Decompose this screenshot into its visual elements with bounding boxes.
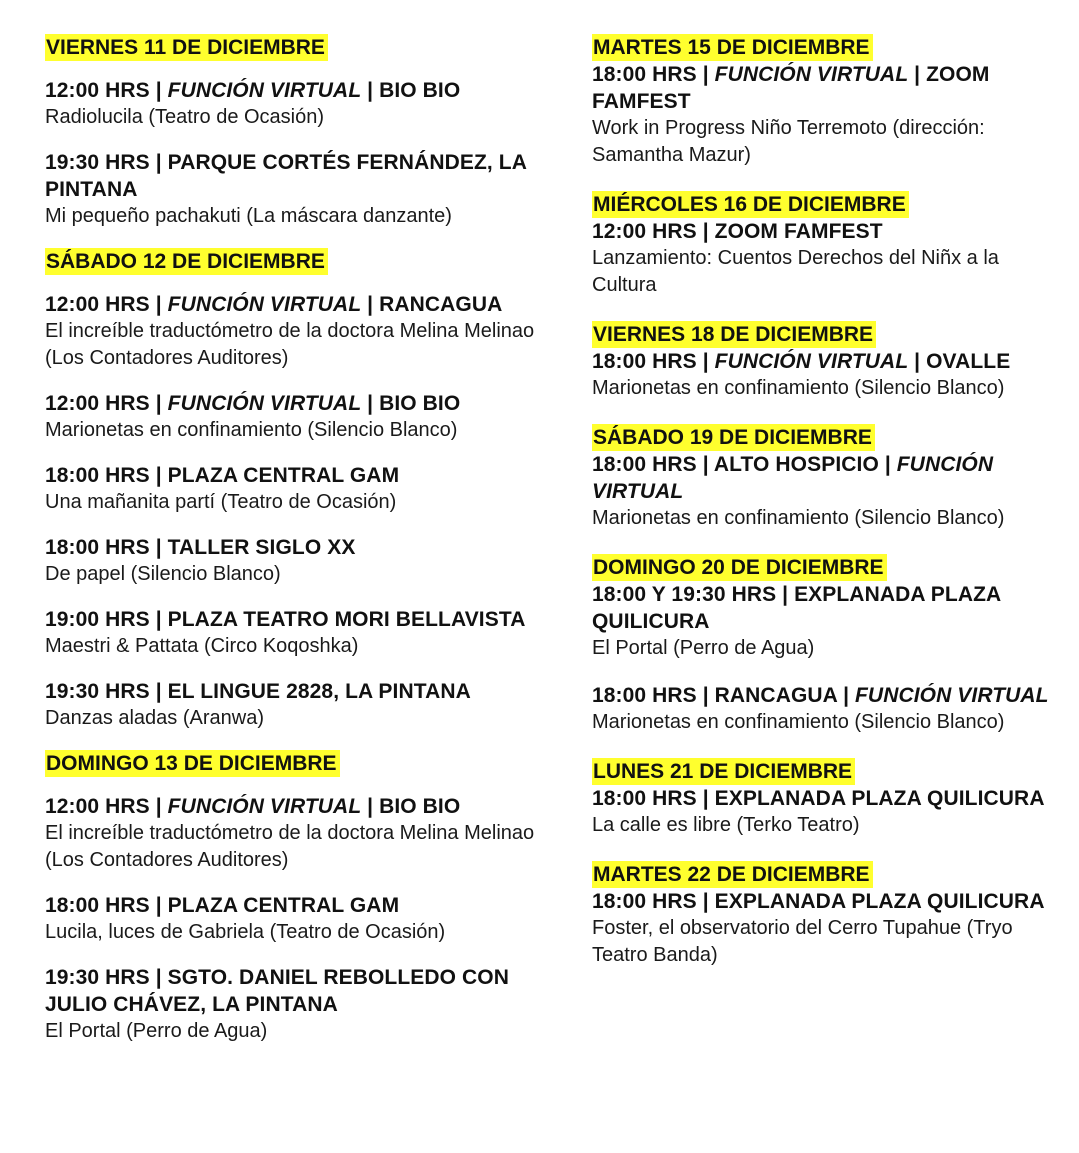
event-description: Danzas aladas (Aranwa): [45, 707, 264, 729]
event-time: 19:00 HRS |: [45, 608, 168, 631]
event-entry: [45, 291, 565, 372]
event-entry: [45, 149, 565, 230]
event-description: Radiolucila (Teatro de Ocasión): [45, 106, 325, 128]
event-time: 18:00 HRS |: [592, 63, 715, 86]
event-description: El increíble traductómetro de la doctora Melina Melinao (Los Contadores Auditores): [45, 320, 535, 369]
event-time: 12:00 HRS |: [45, 79, 168, 102]
event-entry: [45, 964, 565, 1045]
event-venue: EXPLANADA PLAZA QUILICURA: [592, 583, 1001, 633]
event-time-venue: [45, 462, 565, 489]
event-time-venue: [45, 892, 565, 919]
event-entry: [592, 785, 1062, 839]
event-time-venue: [592, 61, 1062, 115]
event-time: 12:00 HRS |: [592, 220, 715, 243]
event-time-venue: [45, 606, 565, 633]
event-time: 19:30 HRS |: [45, 966, 168, 989]
event-description: De papel (Silencio Blanco): [45, 563, 281, 585]
event-time-venue: [592, 218, 1062, 245]
event-entry: [45, 390, 565, 444]
event-description: Lanzamiento: Cuentos Derechos del Niñx a la Cultura: [592, 247, 999, 296]
event-entry: [592, 451, 1062, 532]
day-header: MARTES 22 DE DICIEMBRE: [592, 861, 873, 888]
event-time-venue: [45, 77, 565, 104]
event-venue: PLAZA CENTRAL GAM: [167, 894, 400, 917]
day-header: MIÉRCOLES 16 DE DICIEMBRE: [592, 191, 909, 218]
schedule-column-right: [592, 34, 1062, 991]
event-venue-italic: FUNCIÓN VIRTUAL: [167, 392, 362, 415]
day-header: MARTES 15 DE DICIEMBRE: [592, 34, 873, 61]
event-venue: | OVALLE: [908, 350, 1011, 373]
event-time-venue: [45, 793, 565, 820]
day-section: [45, 248, 565, 732]
event-time: 18:00 HRS |: [592, 890, 715, 913]
event-venue: EL LINGUE 2828, LA PINTANA: [167, 680, 471, 703]
event-description: Marionetas en confinamiento (Silencio Blanco): [592, 711, 1005, 733]
event-time-venue: [592, 888, 1062, 915]
event-time: 19:30 HRS |: [45, 151, 168, 174]
event-description: La calle es libre (Terko Teatro): [592, 814, 860, 836]
event-time-venue: [45, 390, 565, 417]
event-time: 18:00 HRS |: [45, 464, 168, 487]
day-header: LUNES 21 DE DICIEMBRE: [592, 758, 855, 785]
event-time-venue: [45, 149, 565, 203]
event-venue: EXPLANADA PLAZA QUILICURA: [714, 890, 1045, 913]
day-section: [592, 554, 1062, 736]
event-time-venue: [45, 964, 565, 1018]
event-venue-italic: FUNCIÓN VIRTUAL: [855, 684, 1049, 707]
event-entry: [45, 77, 565, 131]
event-time: 18:00 HRS |: [45, 536, 168, 559]
event-description: Marionetas en confinamiento (Silencio Blanco): [592, 377, 1005, 399]
event-time: 18:00 HRS |: [592, 684, 715, 707]
event-time: 12:00 HRS |: [45, 795, 168, 818]
event-time: 12:00 HRS |: [45, 293, 168, 316]
day-section: [592, 191, 1062, 299]
day-section: [592, 321, 1062, 402]
day-section: [592, 758, 1062, 839]
day-header: SÁBADO 19 DE DICIEMBRE: [592, 424, 875, 451]
event-venue-italic: FUNCIÓN VIRTUAL: [714, 350, 909, 373]
event-time-venue: [592, 785, 1062, 812]
event-time-venue: [592, 581, 1062, 635]
event-description: Mi pequeño pachakuti (La máscara danzante): [45, 205, 452, 227]
day-header: VIERNES 11 DE DICIEMBRE: [45, 34, 328, 61]
event-time-venue: [45, 678, 565, 705]
day-header: VIERNES 18 DE DICIEMBRE: [592, 321, 876, 348]
schedule-column-left: [45, 34, 565, 1063]
event-venue: EXPLANADA PLAZA QUILICURA: [714, 787, 1045, 810]
event-entry: [592, 348, 1062, 402]
day-section: [592, 424, 1062, 532]
event-description: Marionetas en confinamiento (Silencio Blanco): [45, 419, 458, 441]
event-description: El increíble traductómetro de la doctora Melina Melinao (Los Contadores Auditores): [45, 822, 535, 871]
event-time: 19:30 HRS |: [45, 680, 168, 703]
event-venue-italic: FUNCIÓN VIRTUAL: [167, 795, 362, 818]
event-venue: PLAZA CENTRAL GAM: [167, 464, 400, 487]
event-venue-italic: FUNCIÓN VIRTUAL: [167, 79, 362, 102]
event-venue: | BIO BIO: [361, 795, 461, 818]
day-header: DOMINGO 13 DE DICIEMBRE: [45, 750, 340, 777]
event-time-venue: [45, 534, 565, 561]
event-entry: [592, 61, 1062, 169]
event-entry: [45, 606, 565, 660]
event-venue: PARQUE CORTÉS FERNÁNDEZ, LA PINTANA: [45, 151, 527, 201]
event-venue-italic: FUNCIÓN VIRTUAL: [167, 293, 362, 316]
event-venue: | BIO BIO: [361, 392, 461, 415]
event-entry: [592, 581, 1062, 662]
event-entry: [45, 678, 565, 732]
event-time: 18:00 HRS |: [592, 350, 715, 373]
event-entry: [45, 892, 565, 946]
event-time-venue: [592, 348, 1062, 375]
event-venue-italic: FUNCIÓN VIRTUAL: [592, 453, 994, 503]
event-time: 18:00 Y 19:30 HRS |: [592, 583, 795, 606]
event-time: 18:00 HRS |: [592, 453, 714, 476]
event-venue: ALTO HOSPICIO |: [713, 453, 897, 476]
day-section: [45, 750, 565, 1045]
event-venue: RANCAGUA |: [714, 684, 855, 707]
event-entry: [45, 534, 565, 588]
event-entry: [592, 888, 1062, 969]
event-description: Lucila, luces de Gabriela (Teatro de Ocasión): [45, 921, 446, 943]
event-venue: | RANCAGUA: [361, 293, 503, 316]
event-description: Work in Progress Niño Terremoto (dirección: Samantha Mazur): [592, 117, 985, 166]
event-entry: [592, 218, 1062, 299]
event-entry: [45, 793, 565, 874]
event-description: Una mañanita partí (Teatro de Ocasión): [45, 491, 397, 513]
event-time-venue: [592, 682, 1062, 709]
event-venue: SGTO. DANIEL REBOLLEDO CON JULIO CHÁVEZ, LA PINTANA: [45, 966, 509, 1016]
day-section: [45, 34, 565, 230]
event-venue: | ZOOM FAMFEST: [592, 63, 990, 113]
day-header: SÁBADO 12 DE DICIEMBRE: [45, 248, 328, 275]
event-entry: [592, 682, 1062, 736]
event-description: Foster, el observatorio del Cerro Tupahue (Tryo Teatro Banda): [592, 917, 1013, 966]
event-description: Maestri & Pattata (Circo Koqoshka): [45, 635, 359, 657]
event-time-venue: [592, 451, 1062, 505]
event-time: 18:00 HRS |: [592, 787, 715, 810]
event-description: El Portal (Perro de Agua): [592, 637, 815, 659]
event-venue: | BIO BIO: [361, 79, 461, 102]
event-venue-italic: FUNCIÓN VIRTUAL: [714, 63, 909, 86]
event-venue: PLAZA TEATRO MORI BELLAVISTA: [167, 608, 526, 631]
event-entry: [45, 462, 565, 516]
event-venue: ZOOM FAMFEST: [714, 220, 883, 243]
day-section: [592, 861, 1062, 969]
event-description: El Portal (Perro de Agua): [45, 1020, 268, 1042]
day-section: [592, 34, 1062, 169]
event-venue: TALLER SIGLO XX: [167, 536, 356, 559]
event-time-venue: [45, 291, 565, 318]
event-time: 18:00 HRS |: [45, 894, 168, 917]
event-description: Marionetas en confinamiento (Silencio Blanco): [592, 507, 1005, 529]
day-header: DOMINGO 20 DE DICIEMBRE: [592, 554, 887, 581]
event-time: 12:00 HRS |: [45, 392, 168, 415]
